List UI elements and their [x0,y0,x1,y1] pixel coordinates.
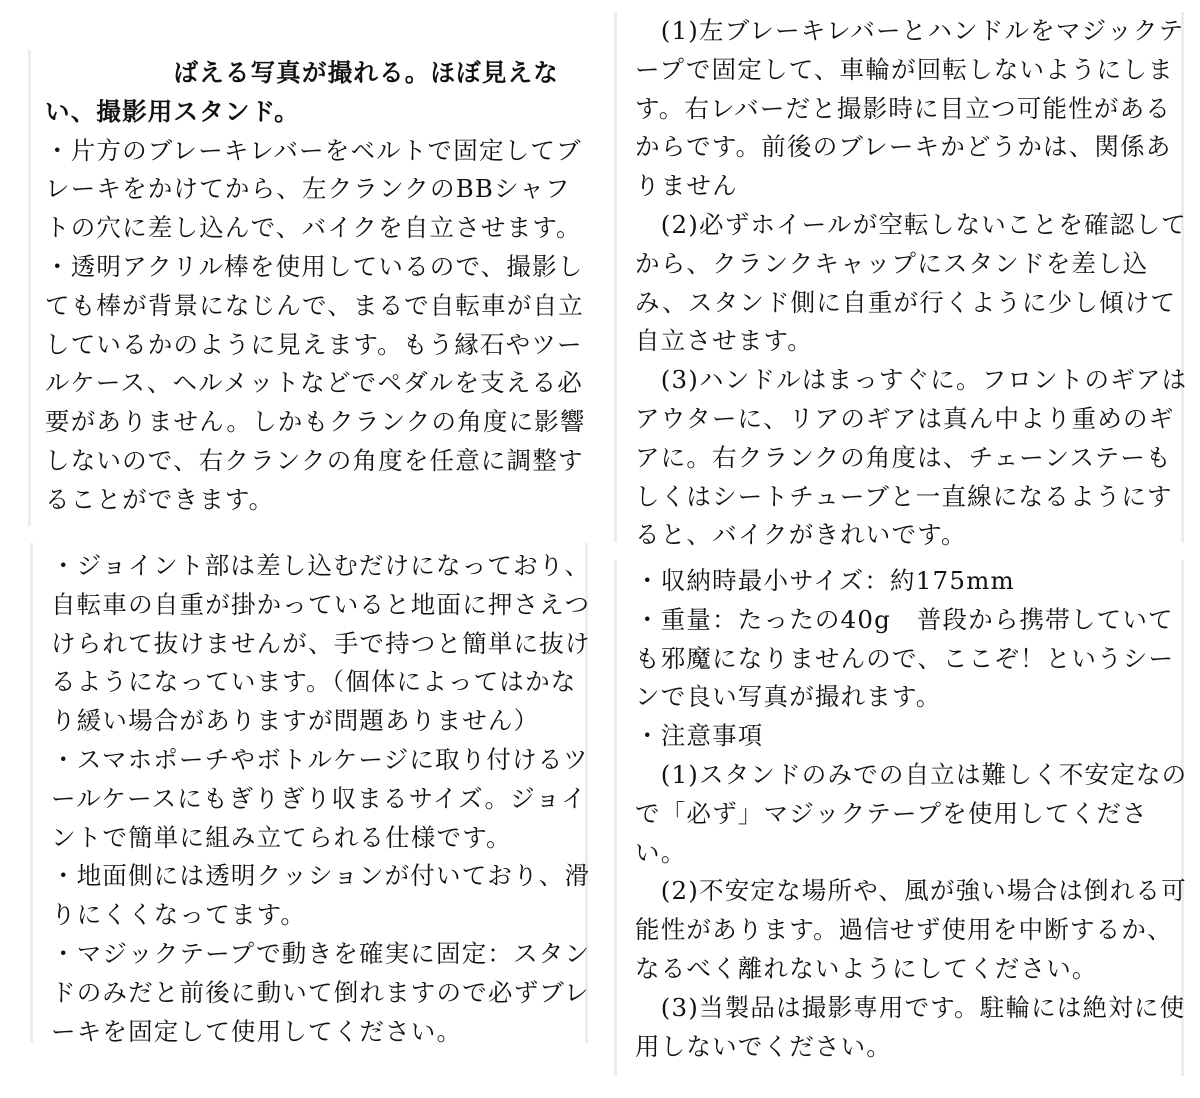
text-line: い。 [635,837,687,867]
text-line: トの穴に差し込んで、バイクを自立させます。 [45,213,582,243]
text-line: も邪魔になりませんので、ここぞ！というシー [635,643,1175,673]
text-line: ることができます。 [45,484,275,514]
text-line: ると、バイクがきれいです。 [635,520,967,550]
features-panel-bottom-left [30,543,591,1046]
text-line: (3)当製品は撮影専用です。駐輪には絶対に使 [635,992,1186,1022]
text-line: ・収納時最小サイズ：約175mm [635,566,1015,595]
text-line: ・マジックテープで動きを確実に固定：スタン [51,938,591,968]
text-line: み、スタンド側に自重が行くように少し傾けて [635,287,1177,317]
text-line: 要がありません。しかもクランクの角度に影響 [45,407,586,437]
text-line: ールケースにもぎりぎり収まるサイズ。ジョイ [51,783,587,813]
text-line: ばえる写真が撮れる。ほぼ見えな [45,58,559,87]
specs-panel-bottom-right [614,560,1188,1076]
text-line: アに。右クランクの角度は、チェーンステーも [635,442,1172,472]
text-line: (3)ハンドルはまっすぐに。フロントのギアは [635,365,1188,395]
text-line: りにくくなってます。 [51,900,307,930]
text-line: 自転車の自重が掛かっていると地面に押さえつ [51,589,591,619]
text-line: 用しないでください。 [635,1031,892,1061]
text-line: アウターに、リアのギアは真ん中より重めのギ [635,403,1175,433]
text-line: ・片方のブレーキレバーをベルトで固定してブ [45,135,582,165]
text-line: (1)左ブレーキレバーとハンドルをマジックテ [635,16,1185,45]
text-line: (2)必ずホイールが空転しないことを確認して [635,209,1187,239]
text-line: す。右レバーだと撮影時に目立つ可能性がある [635,93,1172,123]
instructions-panel-top-right [614,12,1188,550]
text-line: ドのみだと前後に動いて倒れますので必ずブレ [51,977,590,1007]
text-line: ・ジョイント部は差し込むだけになっており、 [51,551,591,580]
text-line: 能性があります。過信せず使用を中断するか、 [635,915,1173,945]
text-line: なるべく離れないようにしてください。 [635,953,1098,983]
text-line: で「必ず」マジックテープを使用してくださ [635,798,1148,828]
text-line: ルケース、ヘルメットなどでペダルを支える必 [45,368,583,398]
description-panel-top-left [28,50,588,526]
text-line: (1)スタンドのみでの自立は難しく不安定なの [635,759,1188,789]
text-line: ・スマホポーチやボトルケージに取り付けるツ [51,744,589,774]
text-line: しくはシートチューブと一直線になるようにす [635,481,1173,511]
text-line: ・注意事項 [635,721,764,751]
text-line: ーキを固定して使用してください。 [51,1016,463,1046]
text-line: しないので、右クランクの角度を任意に調整す [45,445,584,475]
text-line: ンで良い写真が撮れます。 [635,682,942,712]
text-line: るようになっています。（個体によってはかな [51,667,577,697]
text-line: ても棒が背景になじんで、まるで自転車が自立 [45,290,584,320]
text-line: ・地面側には透明クッションが付いており、滑 [51,861,591,891]
text-line: レーキをかけてから、左クランクのBBシャフ [45,174,571,204]
text-line: (2)不安定な場所や、風が強い場合は倒れる可 [635,876,1187,906]
text-line: りません [635,171,738,201]
text-line: けられて抜けませんが、手で持つと簡単に抜け [51,628,591,658]
text-line: からです。前後のブレーキかどうかは、関係あ [635,132,1172,162]
text-line: ・透明アクリル棒を使用しているので、撮影し [45,251,584,281]
text-line: い、撮影用スタンド。 [45,96,300,126]
text-line: ープで固定して、車輪が回転しないようにしま [635,54,1174,84]
text-line: しているかのように見えます。もう縁石やツー [45,329,583,359]
text-line: 自立させます。 [635,326,813,356]
text-line: ・重量：たったの40g 普段から携帯していて [635,604,1174,634]
text-line: から、クランクキャップにスタンドを差し込 [635,248,1149,278]
text-line: ントで簡単に組み立てられる仕様です。 [51,822,512,852]
text-line: り緩い場合がありますが問題ありません） [51,706,540,736]
